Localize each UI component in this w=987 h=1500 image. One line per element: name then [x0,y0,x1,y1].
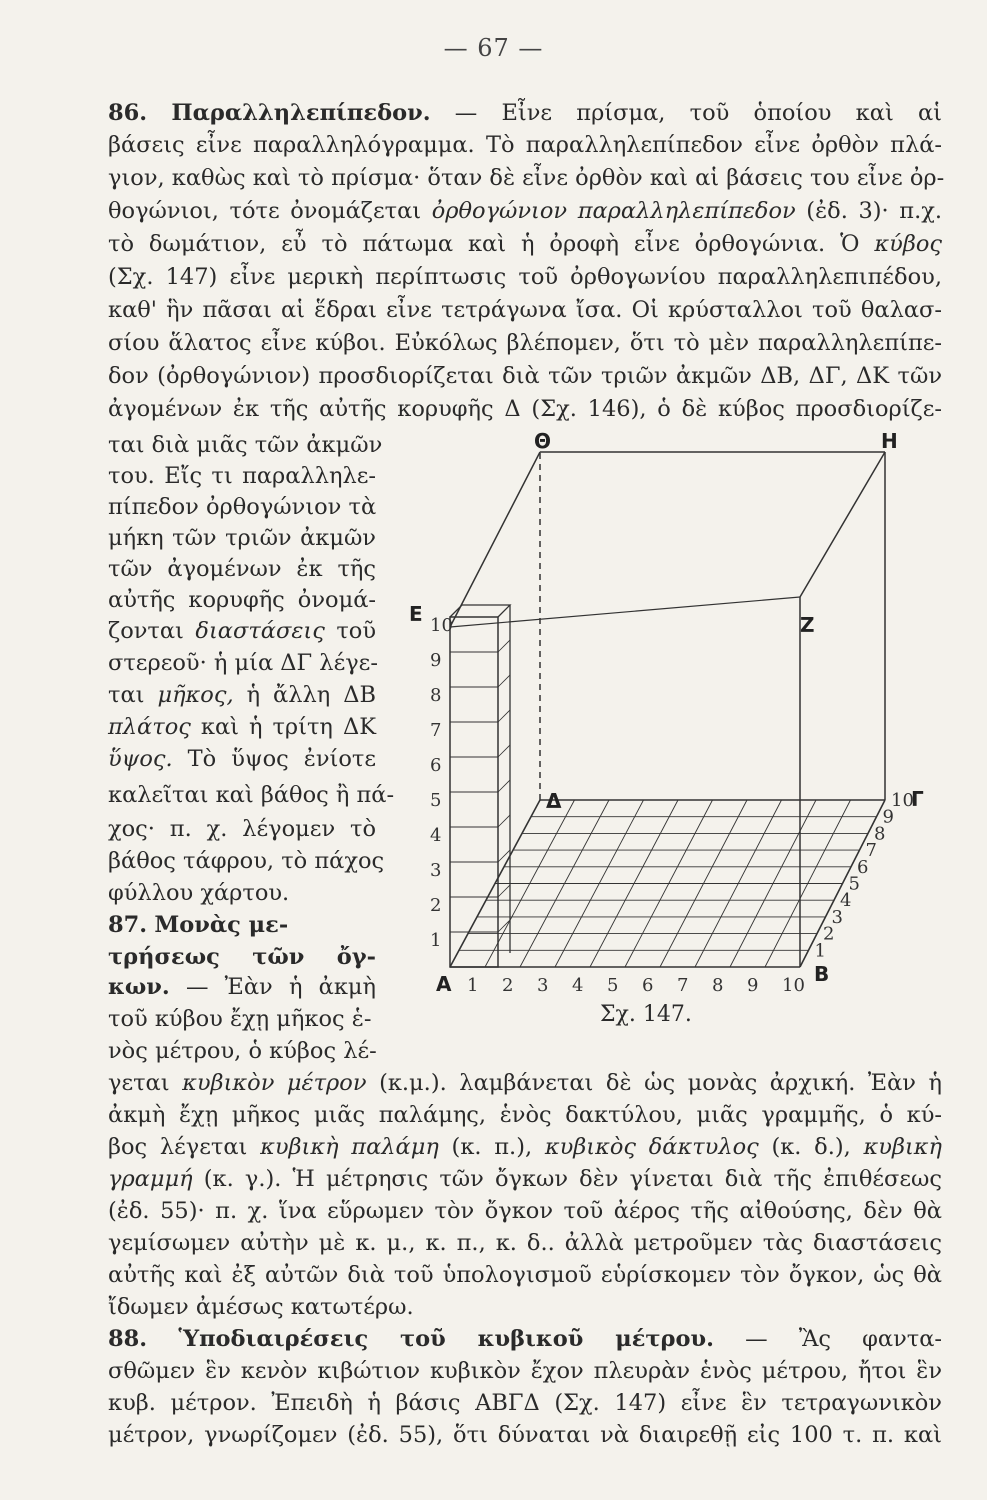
section-number: 88. [108,1326,148,1352]
vertex-label: Δ [546,789,562,813]
italic-term: ὕψος. [108,746,173,772]
text-span: — Ἐὰν ἡ ἀκμὴ [185,974,376,1000]
depth-tick-label: 3 [831,906,843,928]
text-span: (κ. δ.), [771,1134,851,1160]
depth-tick-label: 1 [814,940,826,962]
text-line: αὐτῆς κορυφῆς ὀνομά- [108,587,376,613]
depth-tick-label: 10 [891,790,914,811]
italic-term: κυβικὴ παλάμη [260,1134,439,1160]
text-span: ται [108,682,145,708]
section-number: 86. [108,100,148,126]
italic-term: ὀρθογώνιον παραλληλεπίπεδον [431,198,796,224]
text-span: τὸ δωμάτιον, εὖ τὸ πάτωμα καὶ ἡ ὀροφὴ εἶνε ὀρθογώνια. Ὁ [108,231,860,257]
cube-divider-line [498,780,510,792]
section-title: τρήσεως τῶν ὄγ- [108,944,376,970]
vertex-label: Β [814,962,830,986]
vertex-label: Ζ [800,613,815,637]
text-line: βάθος τάφρου, τὸ πάχος [108,848,385,874]
width-tick-label: 1 [467,975,479,996]
text-line: (ἐδ. 55)· π. χ. ἵνα εὕρωμεν τὸν ὄγκον τοῦ ἀέρος τῆς αἰθούσης, δὲν θὰ [108,1198,942,1224]
height-tick-label: 7 [430,720,442,741]
width-tick-label: 3 [537,975,549,996]
text-line: πίπεδον ὀρθογώνιον τὰ [108,494,377,520]
vertex-label: Ε [409,602,423,626]
text-line: ἀγομένων ἐκ τῆς αὐτῆς κορυφῆς Δ (Σχ. 146), ὁ δὲ κύβος προσδιορίζε- [108,396,942,422]
width-tick-label: 4 [572,975,584,996]
height-tick-label: 8 [430,685,442,706]
text-line [108,616,376,646]
width-tick-label: 6 [642,975,654,996]
width-tick-label: 9 [747,975,759,996]
text-span: ἡ ἄλλη ΔΒ [246,682,377,708]
text-span: γεται [108,1070,170,1096]
text-line: μέτρον, γνωρίζομεν (ἐδ. 55), ὅτι δύναται νὰ διαιρεθῇ εἰς 100 τ. π. καὶ [108,1422,942,1448]
text-line: σίου ἅλατος εἶνε κύβοι. Εὐκόλως βλέπομεν, ὅτι τὸ μὲν παραλληλεπίπε- [108,330,942,356]
italic-term: κυβικὸν μέτρον [182,1070,367,1096]
section-title: Παραλληλεπίπεδον. [171,100,431,126]
text-line [108,910,376,940]
italic-term: κυβικὸς δάκτυλος [544,1134,759,1160]
section-title: Ὑποδιαιρέσεις τοῦ κυβικοῦ μέτρου. [178,1326,714,1352]
text-line [108,712,376,742]
width-tick-label: 8 [712,975,724,996]
depth-tick-label: 7 [865,840,877,862]
depth-tick-label: 2 [823,923,835,945]
text-line: νὸς μέτρου, ὁ κύβος λέ- [108,1038,377,1064]
section-title: Μονὰς με- [154,912,289,938]
text-line: μήκη τῶν τριῶν ἀκμῶν [108,525,376,551]
text-span: (ἐδ. 3)· π.χ. [806,198,943,224]
text-line [108,1068,942,1098]
text-line: φύλλου χάρτου. [108,880,290,906]
width-tick-label: 5 [607,975,619,996]
text-line: (Σχ. 147) εἶνε μερικὴ περίπτωσις τοῦ ὀρθογωνίου παραλληλεπιπέδου, [108,264,942,290]
text-line: ἀκμὴ ἔχῃ μῆκος μιᾶς παλάμης, ἑνὸς δακτύλου, μιᾶς γραμμῆς, ὁ κύ- [108,1102,942,1128]
cube-drawing [405,432,945,1042]
height-tick-label: 4 [430,825,442,846]
depth-tick-label: 4 [840,890,852,912]
italic-term: πλάτος [108,714,191,740]
text-line [108,229,942,259]
text-line: χος· π. χ. λέγομεν τὸ [108,816,376,842]
cube-divider-line [498,920,510,932]
height-tick-label: 5 [430,790,442,811]
section-title: κων. [108,974,170,1000]
italic-term: κύβος [874,231,943,257]
text-span: — Ἂς φαντα- [745,1326,943,1352]
text-line: γεμίσωμεν αὐτὴν μὲ κ. μ., κ. π., κ. δ.. ἀλλὰ μετροῦμεν τὰς διαστάσεις [108,1230,942,1256]
section-number: 87. [108,912,148,938]
text-span: — Εἶνε πρίσμα, τοῦ ὁποίου καὶ αἱ [454,100,942,126]
text-span: Τὸ ὕψος ἐνίοτε [187,746,376,772]
cube-divider-line [498,815,510,827]
text-line [108,1132,942,1162]
text-line [108,196,942,226]
page-number: — 67 — [443,34,544,62]
cube-divider-line [498,710,510,722]
width-tick-label: 10 [782,975,805,996]
height-tick-label: 1 [430,930,442,951]
vertex-label: Γ [911,787,924,811]
height-tick-label: 3 [430,860,442,881]
text-line: του. Εἴς τι παραλληλε- [108,463,376,489]
text-line: ται διὰ μιᾶς τῶν ἀκμῶν [108,432,383,458]
height-tick-label: 2 [430,895,442,916]
text-line: καλεῖται καὶ βάθος ἢ πά- [108,782,395,808]
text-line [108,744,376,774]
text-line: δον (ὀρθογώνιον) προσδιορίζεται διὰ τῶν τριῶν ἀκμῶν ΔΒ, ΔΓ, ΔΚ τῶν [108,363,942,389]
text-line: καθ' ἣν πᾶσαι αἱ ἕδραι εἶνε τετράγωνα ἴσα. Οἱ κρύσταλλοι τοῦ θαλασ- [108,297,942,323]
italic-term: γραμμή [108,1166,193,1192]
text-line: κυβ. μέτρον. Ἐπειδὴ ἡ βάσις ΑΒΓΔ (Σχ. 147) εἶνε ἓν τετραγωνικὸν [108,1390,942,1416]
text-span: καὶ ἡ τρίτη ΔΚ [200,714,376,740]
text-span: τοῦ [336,618,377,644]
width-tick-label: 7 [677,975,689,996]
height-tick-label: 10 [430,615,453,636]
cube-divider-line [498,675,510,687]
text-span: βος λέγεται [108,1134,248,1160]
italic-term: μῆκος, [157,682,234,708]
depth-tick-label: 9 [882,806,894,828]
text-line: σθῶμεν ἓν κενὸν κιβώτιον κυβικὸν ἔχον πλευρὰν ἑνὸς μέτρου, ἤτοι ἓν [108,1358,942,1384]
vertex-label: Η [881,432,898,453]
vertex-label: Θ [534,432,552,453]
text-line [108,942,376,972]
text-line: ἴδωμεν ἀμέσως κατωτέρω. [108,1294,414,1320]
text-line: τοῦ κύβου ἔχῃ μῆκος ἑ- [108,1006,372,1032]
text-line [108,1164,942,1194]
cube-divider-line [498,745,510,757]
edge-line [800,452,885,597]
text-line [108,98,942,128]
height-tick-label: 6 [430,755,442,776]
text-line [108,972,376,1002]
figure-caption: Σχ. 147. [600,1002,692,1027]
width-tick-label: 2 [502,975,514,996]
italic-term: κυβικὴ [863,1134,943,1160]
vertex-label: Α [436,972,452,996]
text-line: βάσεις εἶνε παραλληλόγραμμα. Τὸ παραλληλεπίπεδον εἶνε ὀρθὸν πλά- [108,132,942,158]
cube-divider-line [498,885,510,897]
text-line: στερεοῦ· ἡ μία ΔΓ λέγε- [108,650,378,676]
text-line [108,1324,942,1354]
text-line: γιον, καθὼς καὶ τὸ πρίσμα· ὅταν δὲ εἶνε ὀρθὸν καὶ αἱ βάσεις του εἶνε ὀρ- [108,165,945,191]
italic-term: διαστάσεις [195,618,325,644]
text-span: (κ.μ.). λαμβάνεται δὲ ὡς μονὰς ἀρχική. Ἐὰν ἡ [379,1070,942,1096]
depth-tick-label: 6 [857,856,869,878]
depth-tick-label: 8 [874,823,886,845]
text-span: ζονται [108,618,184,644]
depth-tick-label: 5 [848,873,860,895]
text-line: αὐτῆς καὶ ἐξ αὐτῶν διὰ τοῦ ὑπολογισμοῦ εὑρίσκομεν τὸν ὄγκον, ὡς θὰ [108,1262,942,1288]
height-tick-label: 9 [430,650,442,671]
text-span: θογώνιοι, τότε ὀνομάζεται [108,198,422,224]
figure-147-cube-diagram [405,432,945,1042]
cube-divider-line [498,640,510,652]
text-span: (κ. γ.). Ἡ μέτρησις τῶν ὄγκων δὲν γίνεται διὰ τῆς ἐπιθέσεως [203,1166,942,1192]
edge-line [450,452,540,627]
text-line: τῶν ἀγομένων ἐκ τῆς [108,556,376,582]
text-line [108,680,376,710]
text-span: (κ. π.), [451,1134,533,1160]
